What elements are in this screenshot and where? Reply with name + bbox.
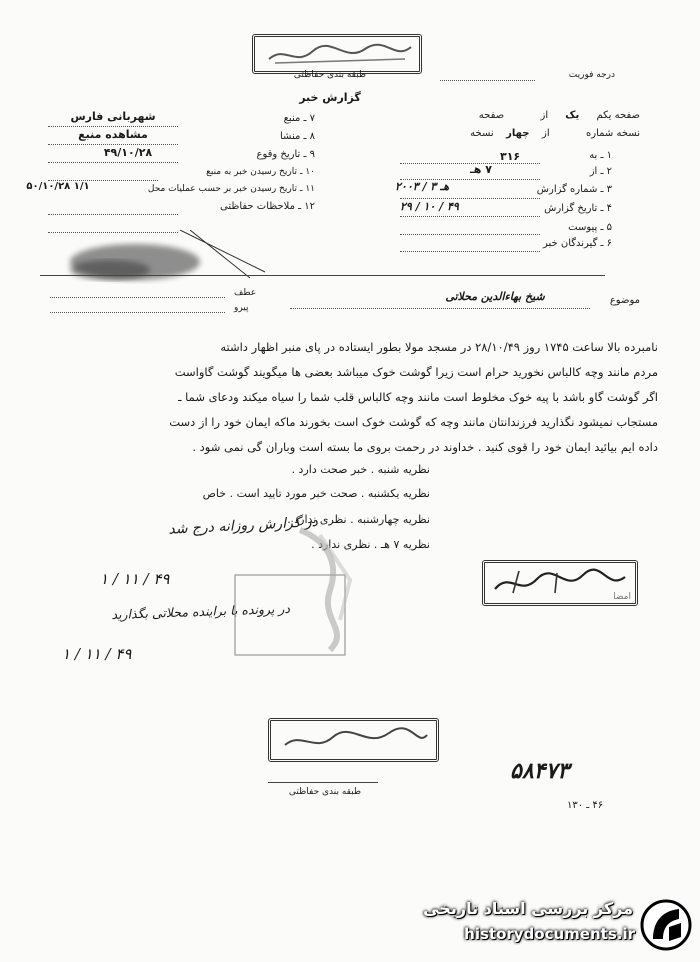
redaction-area bbox=[40, 230, 270, 310]
opinion-wednesday: نظریه چهارشنبه . نظری ندارد . bbox=[287, 513, 430, 526]
archive-logo-icon bbox=[639, 897, 693, 953]
left-field-origin: ۸ ـ منشا bbox=[279, 131, 315, 142]
right-field-to-value: ۳۱۶ bbox=[500, 150, 521, 163]
right-field-page: صفحه یکم یک از صفحه bbox=[478, 110, 640, 121]
right-field-report-date-value: ۲۹ / ۱۰ / ۴۹ bbox=[400, 200, 459, 213]
left-field-local-date: ۱۱ ـ تاریخ رسیدن خبر بر حسب عملیات محل bbox=[147, 184, 315, 194]
right-field-report-date: ۴ ـ تاریخ گزارش bbox=[544, 203, 612, 214]
handwritten-date-1: ۱ / ۱۱ / ۴۹ bbox=[100, 570, 170, 588]
subject-label: موضوع bbox=[609, 295, 640, 306]
handwritten-note-1: در گزارش روزانه درج شد bbox=[168, 513, 319, 538]
left-field-receipt-date: ۱۰ ـ تاریخ رسیدن خبر به منبع bbox=[206, 167, 315, 177]
subject-ref-label: عطف bbox=[234, 288, 257, 298]
subject-value: شیخ بهاءالدین محلاتی bbox=[445, 290, 545, 303]
right-field-from-value: ۷ هـ bbox=[470, 163, 492, 176]
opinion-sunday: نظریه یکشنبه . صحت خبر مورد تایید است . خاص bbox=[202, 487, 430, 500]
form-title: گزارش خبر bbox=[299, 91, 361, 104]
body-line-1: نامبرده بالا ساعت ۱۷۴۵ روز ۲۸/۱۰/۴۹ در مسجد مولا بطور ایستاده در پای منبر اظهار داشته bbox=[220, 340, 658, 354]
body-line-5: داده ایم بیائید ایمان خود را قوی کنید . خداوند در رحمت بروی ما بسته است وباران گی نمی شود . bbox=[192, 440, 658, 454]
watermark-url: historydocuments.ir bbox=[464, 925, 635, 943]
watermark-name: مرکز بررسی اسناد تاریخی bbox=[423, 899, 633, 918]
right-field-attachment: ۵ ـ پیوست bbox=[568, 222, 612, 233]
right-field-report-no-value: ۲۰۰۳ / ۳ هـ bbox=[395, 180, 450, 193]
signature-stamp bbox=[482, 560, 638, 606]
right-field-recipients: ۶ ـ گیرندگان خبر bbox=[542, 238, 612, 249]
opinion-saturday: نظریه شنبه . خبر صحت دارد . bbox=[291, 463, 430, 476]
left-field-security-notes: ۱۲ ـ ملاحظات حفاظتی bbox=[220, 201, 315, 212]
classification-label-bottom: طبقه بندی حفاظتی bbox=[288, 787, 362, 797]
priority-label: درجه فوریت bbox=[568, 70, 615, 80]
handwritten-date-2: ۱ / ۱۱ / ۴۹ bbox=[62, 645, 132, 663]
left-field-source: ۷ ـ منبع bbox=[283, 113, 315, 124]
right-field-to: ۱ ـ به bbox=[589, 150, 612, 161]
body-line-2: مردم مانند وچه کالباس نخورید حرام است زیرا گوشت خوک میباشد بعضی ها میگویند گوشت گاواست bbox=[174, 365, 658, 379]
document-number: ۵۸۴۷۳ bbox=[510, 758, 570, 784]
classification-label-top: طبقه بندی حفاظتی bbox=[293, 70, 367, 80]
subject-followup-label: پیرو bbox=[234, 303, 249, 313]
left-field-origin-value: مشاهده منبع bbox=[78, 128, 148, 141]
right-field-from: ۲ ـ از bbox=[589, 166, 612, 177]
signature-stamp-text: امضا bbox=[613, 592, 631, 602]
form-code: ۴۶ ـ ۱۳۰ bbox=[567, 800, 604, 811]
left-field-source-value: شهربانی فارس bbox=[70, 110, 156, 123]
classification-stamp-top bbox=[252, 34, 422, 74]
stamp-scribble bbox=[255, 37, 419, 71]
stamp-scribble-bottom bbox=[271, 721, 436, 759]
left-field-occurrence-date: ۹ ـ تاریخ وقوع bbox=[256, 149, 315, 160]
handwritten-note-2: در پرونده با براینده محلاتی بگذارید bbox=[111, 600, 291, 623]
classification-stamp-bottom bbox=[268, 718, 439, 762]
opinion-unit: نظریه ۷ هـ . نظری ندارد . bbox=[311, 538, 430, 551]
body-line-3: اگر گوشت گاو باشد با پیه خوک مخلوط است مانند وچه کالباس قلب شما را سیاه میکند ودعای شما ـ bbox=[178, 390, 658, 404]
left-field-occurrence-date-value: ۴۹/۱۰/۲۸ bbox=[103, 146, 153, 159]
right-field-copy: نسخه شماره از چهار نسخه bbox=[470, 128, 640, 139]
watermark bbox=[405, 897, 695, 955]
body-line-4: مستجاب نمیشود نگذارید فرزندانتان مانند وچه که گوشت خوک است بخورند ماکه ایمان خود را از دست bbox=[169, 415, 658, 429]
right-field-report-no: ۳ ـ شماره گزارش bbox=[536, 184, 612, 195]
received-stamp bbox=[230, 520, 380, 660]
left-field-local-date-value: ۱/۱ ۵۰/۱۰/۲۸ bbox=[26, 181, 90, 192]
